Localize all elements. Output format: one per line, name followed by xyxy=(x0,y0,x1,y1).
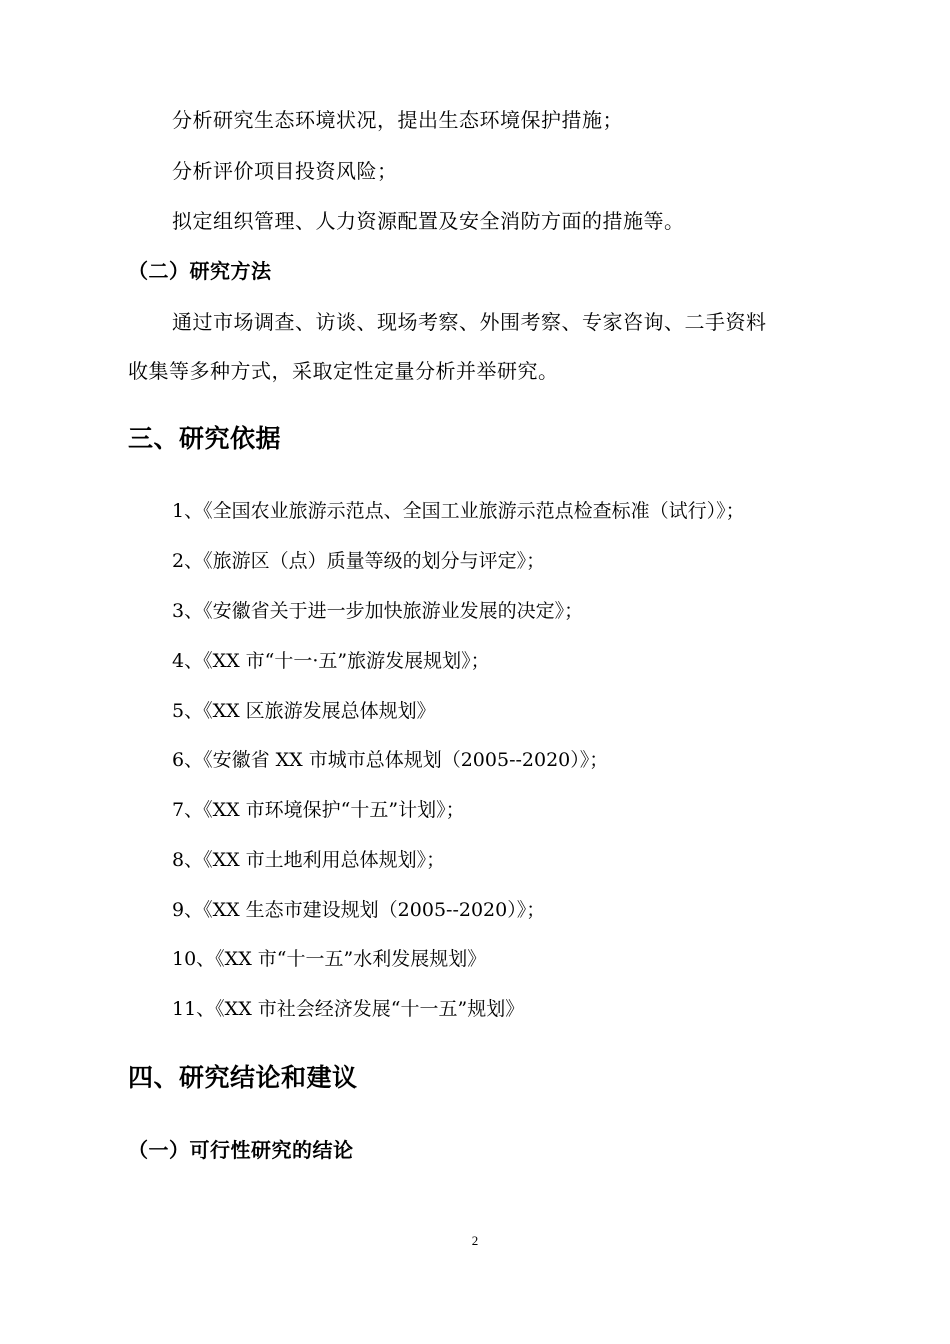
reference-item: 1、《全国农业旅游示范点、全国工业旅游示范点检查标准（试行）》； xyxy=(172,500,745,522)
reference-item: 11、《XX 市社会经济发展“十一五”规划》 xyxy=(172,998,525,1020)
section-heading-research-basis: 三、研究依据 xyxy=(128,424,282,453)
reference-item: 10、《XX 市“十一五”水利发展规划》 xyxy=(172,948,487,970)
paragraph-method-line2: 收集等多种方式，采取定性定量分析并举研究。 xyxy=(128,359,559,383)
reference-item: 9、《XX 生态市建设规划（2005--2020）》； xyxy=(172,899,546,921)
paragraph-method-line1: 通过市场调查、访谈、现场考察、外围考察、专家咨询、二手资料 xyxy=(172,310,767,334)
reference-item: 6、《安徽省 XX 市城市总体规划（2005--2020）》； xyxy=(172,749,609,771)
reference-item: 8、《XX 市土地利用总体规划》； xyxy=(172,849,446,871)
section-heading-research-method: （二）研究方法 xyxy=(128,259,272,283)
section-heading-conclusions: 四、研究结论和建议 xyxy=(128,1063,358,1092)
reference-item: 3、《安徽省关于进一步加快旅游业发展的决定》； xyxy=(172,600,584,622)
subsection-heading-feasibility-conclusion: （一）可行性研究的结论 xyxy=(128,1138,354,1162)
reference-item: 7、《XX 市环境保护“十五”计划》； xyxy=(172,799,465,821)
paragraph-ecology: 分析研究生态环境状况，提出生态环境保护措施； xyxy=(172,108,623,132)
reference-item: 2、《旅游区（点）质量等级的划分与评定》； xyxy=(172,550,546,572)
reference-item: 4、《XX 市“十一·五”旅游发展规划》； xyxy=(172,650,490,672)
page-number: 2 xyxy=(471,1233,479,1248)
reference-item: 5、《XX 区旅游发展总体规划》 xyxy=(172,700,436,722)
paragraph-investment-risk: 分析评价项目投资风险； xyxy=(172,159,398,183)
paragraph-organization: 拟定组织管理、人力资源配置及安全消防方面的措施等。 xyxy=(172,209,685,233)
